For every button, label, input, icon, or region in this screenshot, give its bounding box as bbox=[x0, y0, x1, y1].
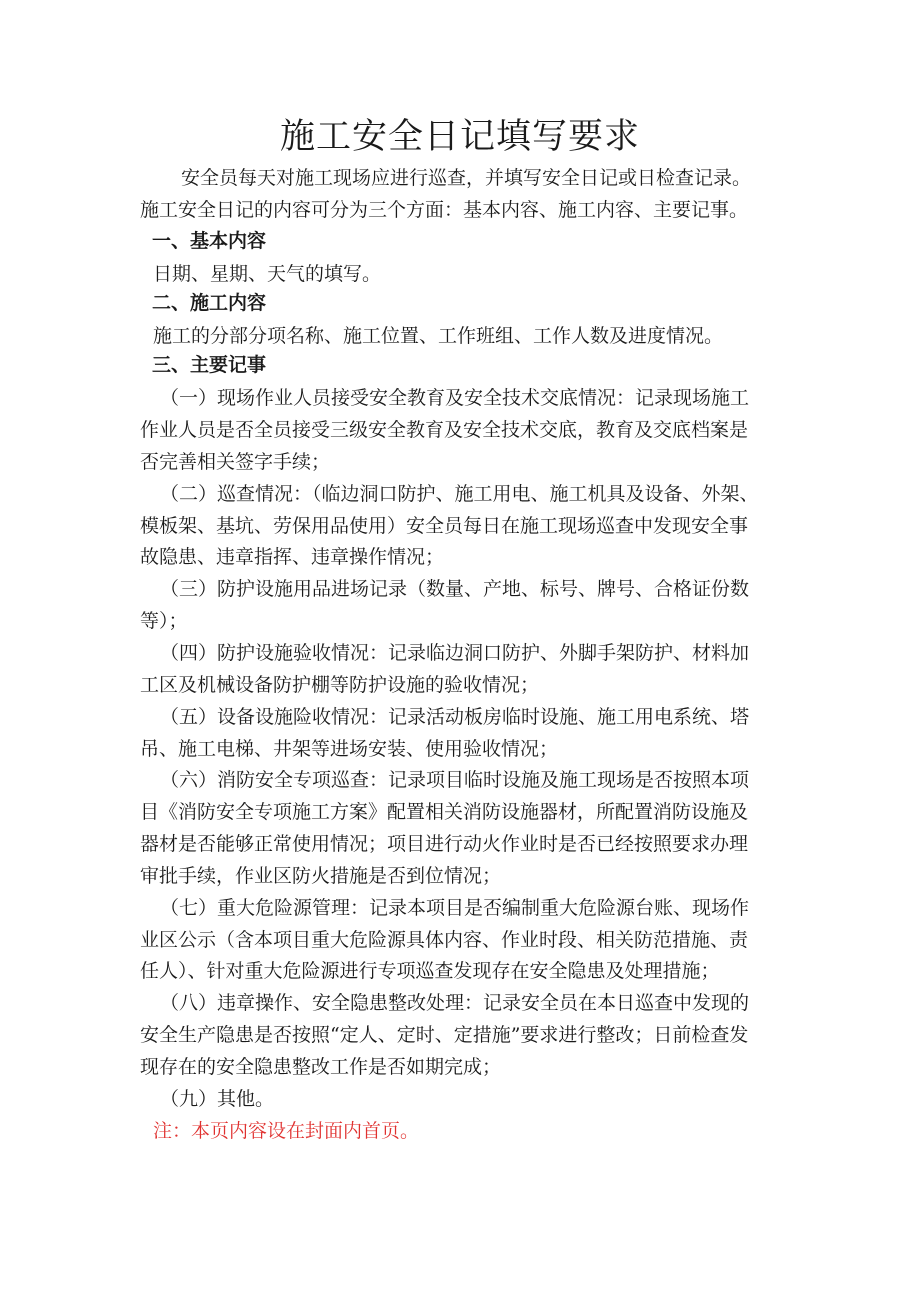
item-line: （八）违章操作、安全隐患整改处理：记录安全员在本日巡查中发现的 bbox=[160, 992, 750, 1014]
item-line: 现存在的安全隐患整改工作是否如期完成； bbox=[140, 1056, 502, 1078]
item-line: （三）防护设施用品进场记录（数量、产地、标号、牌号、合格证份数 bbox=[160, 578, 750, 600]
item-line: （七）重大危险源管理：记录本项目是否编制重大危险源台账、现场作 bbox=[160, 897, 750, 919]
item-line: （六）消防安全专项巡查：记录项目临时设施及施工现场是否按照本项 bbox=[160, 769, 750, 791]
page-title: 施工安全日记填写要求 bbox=[279, 117, 640, 157]
item-line: 工区及机械设备防护棚等防护设施的验收情况； bbox=[140, 674, 540, 696]
item-line: （四）防护设施验收情况：记录临边洞口防护、外脚手架防护、材料加 bbox=[160, 642, 750, 664]
item-line: （一）现场作业人员接受安全教育及安全技术交底情况：记录现场施工 bbox=[160, 387, 750, 409]
item-line: 审批手续，作业区防火措施是否到位情况； bbox=[140, 865, 502, 887]
item-line: 目《消防安全专项施工方案》配置相关消防设施器材，所配置消防设施及 bbox=[140, 801, 749, 823]
cover-note: 注：本页内容设在封面内首页。 bbox=[153, 1120, 420, 1142]
item-line: 等）； bbox=[140, 610, 188, 632]
section-heading-construction: 二、施工内容 bbox=[152, 292, 267, 314]
item-line: 任人）、针对重大危险源进行专项巡查发现存在安全隐患及处理措施； bbox=[140, 960, 720, 982]
item-line: 器材是否能够正常使用情况；项目进行动火作业时是否已经按照要求办理 bbox=[140, 833, 749, 855]
item-line: 故隐患、违章指挥、违章操作情况； bbox=[140, 546, 445, 568]
item-line: 模板架、基坑、劳保用品使用）安全员每日在施工现场巡查中发现安全事 bbox=[140, 515, 749, 537]
section-heading-basic: 一、基本内容 bbox=[152, 230, 267, 252]
item-line: 否完善相关签字手续； bbox=[140, 451, 331, 473]
section-text: 施工的分部分项名称、施工位置、工作班组、工作人数及进度情况。 bbox=[153, 325, 724, 347]
section-text: 日期、星期、天气的填写。 bbox=[153, 263, 382, 285]
item-line: （五）设备设施险收情况：记录活动板房临时设施、施工用电系统、塔 bbox=[160, 706, 750, 728]
intro-line: 安全员每天对施工现场应进行巡查，并填写安全日记或日检查记录。 bbox=[181, 167, 752, 189]
intro-line: 施工安全日记的内容可分为三个方面：基本内容、施工内容、主要记事。 bbox=[140, 199, 749, 221]
section-heading-main-events: 三、主要记事 bbox=[152, 354, 267, 376]
item-line: 作业人员是否全员接受三级安全教育及安全技术交底，教育及交底档案是 bbox=[140, 419, 749, 441]
item-line: （九）其他。 bbox=[160, 1088, 275, 1110]
item-line: 安全生产隐患是否按照“定人、定时、定措施”要求进行整改；日前检查发 bbox=[140, 1024, 749, 1046]
item-line: 吊、施工电梯、井架等进场安装、使用验收情况； bbox=[140, 738, 559, 760]
item-line: 业区公示（含本项目重大危险源具体内容、作业时段、相关防范措施、责 bbox=[140, 929, 749, 951]
item-line: （二）巡查情况：（临边洞口防护、施工用电、施工机具及设备、外架、 bbox=[160, 483, 759, 505]
